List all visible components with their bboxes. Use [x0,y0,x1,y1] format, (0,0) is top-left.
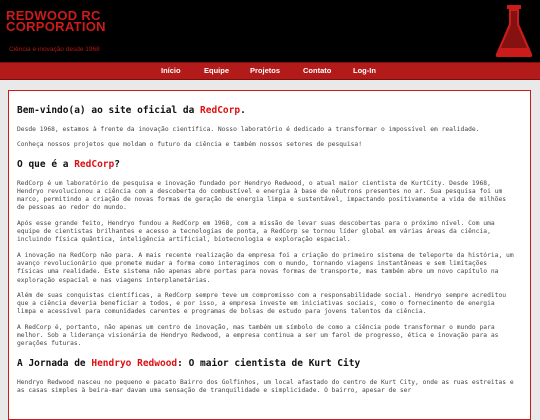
about-paragraph-3: A inovação na RedCorp não para. A mais recente realização da empresa foi a criação do primeiro sistema de teleporte da história, um avanço revolucionário que promete mudar a forma como interagimos com o mundo, tornando viagens instantâneas e sem limitações físicas uma realidade. Este sistema não apenas abre portas para novas formas de transporte, mas também abre um novo capítulo na exploração espacial e nas viagens interplanetárias. [17,251,514,284]
about-text: O que é a [17,158,75,170]
journey-name: Hendryo Redwood [91,357,178,369]
main-nav [0,62,540,80]
welcome-text: Bem-vindo(a) ao site oficial da [17,105,201,116]
about-paragraph-5: A RedCorp é, portanto, não apenas um centro de inovação, mas também um símbolo de como a ciência pode transformar o mundo para melhor. Sob a liderança visionária de Hendryo Redwood, a empresa continua a ser um farol de progresso, ética e inovação para as gerações futuras. [17,323,499,348]
nav-item-equipe[interactable]: Equipe [204,66,230,75]
brand-tagline: Ciência e inovação desde 1968 [9,46,100,53]
welcome-punct: . [240,105,246,116]
about-brand: RedCorp [74,158,115,170]
nav-item-inicio[interactable]: Início [161,66,181,75]
nav-item-contato[interactable]: Contato [303,66,332,75]
welcome-brand: RedCorp [200,105,241,116]
brand-logo[interactable] [6,10,106,32]
journey-paragraph-1: Hendryo Redwood nasceu no pequeno e pacato Bairro dos Golfinhos, um local afastado do centro de Kurt City, onde as ruas estreitas e as casas simples à beira-mar davam uma sensação de tranquilidade e simplicidade. O bairro, apesar de ser [17,378,514,394]
journey-heading [17,358,517,370]
flask-icon [494,4,534,58]
journey-text: A Jornada de [17,357,92,369]
about-paragraph-4: Além de suas conquistas científicas, a RedCorp sempre teve um compromisso com a responsabilidade social. Hendryo sempre acreditou que a ciência deveria beneficiar a todos, e por isso, a empresa investe em iniciativas sociais, como o fornecimento de energia limpa e acessível para comunidades carentes e programas de bolsas de estudo para jovens talentos da ciência. [17,291,507,316]
about-paragraph-2: Após esse grande feito, Hendryo fundou a RedCorp em 1968, com a missão de levar suas descobertas para o próximo nível. Com uma equipe de cientistas brilhantes e acesso a tecnologias de ponta, a RedCorp se tornou líder global em várias áreas da ciência, incluindo física quântica, inteligência artificial, biotecnologia e exploração espacial. [17,219,495,244]
site-header [0,0,540,62]
main-content [8,90,531,420]
journey-subtitle: : O maior cientista de Kurt City [177,357,361,369]
intro-paragraph-2: Conheça nossos projetos que moldam o futuro da ciência e também nossos setores de pesquisa! [17,141,362,149]
about-heading [17,159,517,171]
nav-item-projetos[interactable]: Projetos [250,66,281,75]
welcome-heading [17,105,517,117]
intro-paragraph-1: Desde 1968, estamos à frente da inovação científica. Nosso laboratório é dedicado a transformar o impossível em realidade. [17,126,480,133]
nav-item-login[interactable]: Log-In [353,66,376,75]
about-punct: ? [114,158,120,170]
about-paragraph-1: RedCorp é um laboratório de pesquisa e inovação fundado por Hendryo Redwood, o atual maior cientista de KurtCity. Desde 1968, Hendryo revolucionou a ciência com a descoberta do combustível e energia à base de nêutrons presentes no ar. Sua pesquisa foi um marco, permitindo a criação de novas formas de geração de energia limpa e sustentável, impactando positivamente a vida de milhões de pessoas ao redor do mundo. [17,179,507,212]
brand-name-line1: REDWOOD RC [6,8,101,23]
brand-name-line2: CORPORATION [6,19,106,34]
